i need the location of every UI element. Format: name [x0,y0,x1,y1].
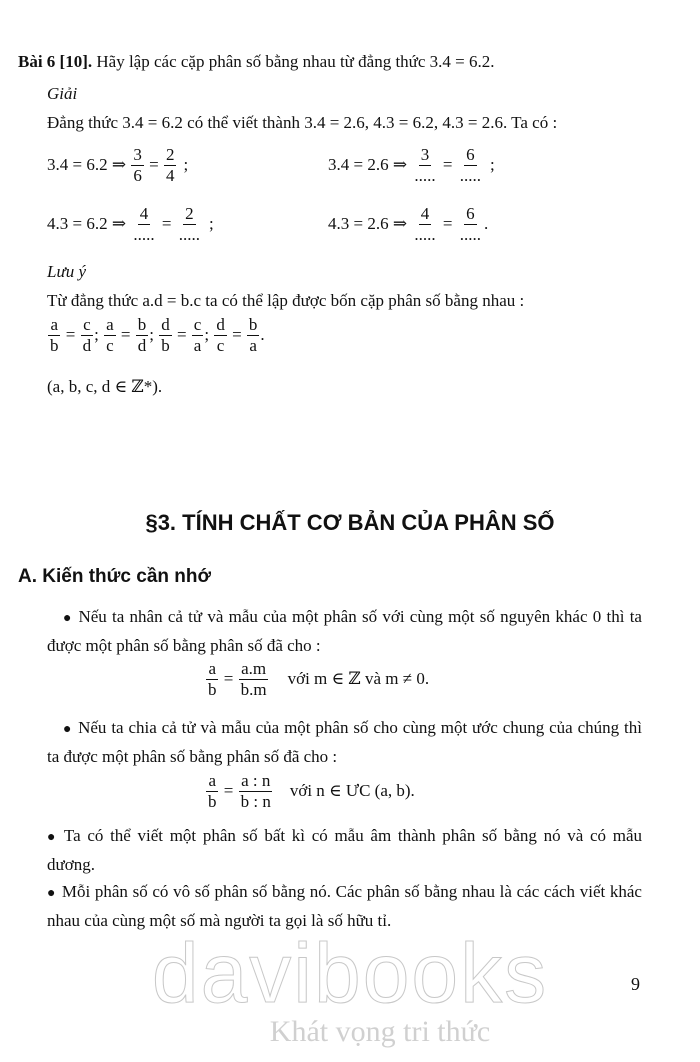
fraction: $\frac{c}{a}$ [193,315,202,355]
equation-text: 3.4 = 6.2 ⇒ [47,155,127,175]
note-heading: Lưu ý [47,262,87,281]
rule-3: ● Ta có thể viết một phân số bất kì có mẫu âm thành phân số bằng nó và có mẫu dương. [47,826,642,874]
watermark-slogan: Khát vọng tri thức [269,1015,491,1048]
bullet-icon: ● [63,722,73,737]
fraction: $\frac{3}{6}$ [133,145,142,185]
equation-row-1-right: 3.4 = 2.6 ⇒ $\frac{3}{.....}$ = $\frac{6}{.....}$ ; [328,145,495,185]
note-fractions: $\frac{a}{b}$ = $\frac{c}{d}$ ; $\frac{a}{c}$ = $\frac{b}{d}$ ; $\frac{d}{b}$ = $\frac{c}{a}$ ; $\frac{d}{c}$ = $\frac{b}{a}$ . [50,315,265,355]
fraction: $\frac{b}{d}$ [137,315,147,355]
bullet-icon: ● [63,611,73,626]
fraction: $\frac{a}{b}$ [208,659,217,699]
bullet-icon: ● [47,886,56,901]
formula-divide: $\frac{a}{b}$ = $\frac{a : n}{b : n}$ với n ∈ ƯC (a, b). [208,771,415,811]
watermark-brand: davibooks [151,926,549,1020]
fraction: $\frac{d}{c}$ [216,315,225,355]
formula-condition: với n ∈ ƯC (a, b). [289,781,415,801]
solution-heading: Giải [47,84,78,103]
fraction: $\frac{b}{a}$ [248,315,258,355]
section-title: §3. TÍNH CHẤT CƠ BẢN CỦA PHÂN SỐ [145,510,555,535]
section-subheading: A. Kiến thức cần nhớ [18,566,212,587]
rule-4: ● Mỗi phân số có vô số phân số bằng nó. Các phân số bằng nhau là các cách viết khác nhau của cùng một số mà người ta gọi là số hữu tỉ. [47,882,642,930]
fraction: $\frac{a}{c}$ [106,315,114,355]
fraction: $\frac{c}{d}$ [82,315,92,355]
exercise-question: Hãy lập các cặp phân số bằng nhau từ đẳng thức 3.4 = 6.2. [96,52,495,71]
fraction: $\frac{a.m}{b.m}$ [240,659,267,699]
rule-2: ● Nếu ta chia cả tử và mẫu của một phân số cho cùng một ước chung của chúng thì ta được một phân số bằng phân số đã cho : [47,718,642,766]
equation-text: 4.3 = 6.2 ⇒ [47,214,127,234]
rule-1: ● Nếu ta nhân cả tử và mẫu của một phân số với cùng một số nguyên khác 0 thì ta được một phân số bằng phân số đã cho : [47,607,642,655]
note-text: Từ đẳng thức a.d = b.c ta có thể lập được bốn cặp phân số bằng nhau : [47,291,525,310]
fraction: $\frac{2}{4}$ [165,145,175,185]
formula-multiply: $\frac{a}{b}$ = $\frac{a.m}{b.m}$ với m ∈ ℤ và m ≠ 0. [208,659,430,699]
fraction: $\frac{a}{b}$ [208,771,217,811]
fraction: $\frac{3}{.....}$ [414,145,436,185]
exercise-statement [18,52,495,72]
fraction: $\frac{6}{.....}$ [459,145,481,185]
fraction: $\frac{a}{b}$ [50,315,59,355]
exercise-label: Bài 6 [10]. [18,52,93,71]
formula-condition: với m ∈ ℤ và m ≠ 0. [287,669,430,689]
equation-text: 3.4 = 2.6 ⇒ [328,155,408,175]
page-number: 9 [631,974,640,994]
equation-row-2-left: 4.3 = 6.2 ⇒ $\frac{4}{.....}$ = $\frac{2}{.....}$ ; [47,204,214,244]
fraction: $\frac{4}{.....}$ [414,204,436,244]
fraction: $\frac{a : n}{b : n}$ [240,771,271,811]
fraction: $\frac{4}{.....}$ [133,204,155,244]
equation-row-2-right: 4.3 = 2.6 ⇒ $\frac{4}{.....}$ = $\frac{6}{.....}$ . [328,204,489,244]
equation-row-1-left: 3.4 = 6.2 ⇒ $\frac{3}{6}$ = $\frac{2}{4}$ ; [47,145,189,185]
fraction: $\frac{2}{.....}$ [178,204,200,244]
fraction: $\frac{d}{b}$ [161,315,170,355]
equation-text: 4.3 = 2.6 ⇒ [328,214,408,234]
bullet-icon: ● [47,830,58,845]
solution-intro: Đẳng thức 3.4 = 6.2 có thể viết thành 3.4 = 2.6, 4.3 = 6.2, 4.3 = 2.6. Ta có : [47,113,558,132]
fraction: $\frac{6}{.....}$ [459,204,481,244]
note-condition: (a, b, c, d ∈ ℤ*). [47,377,163,396]
